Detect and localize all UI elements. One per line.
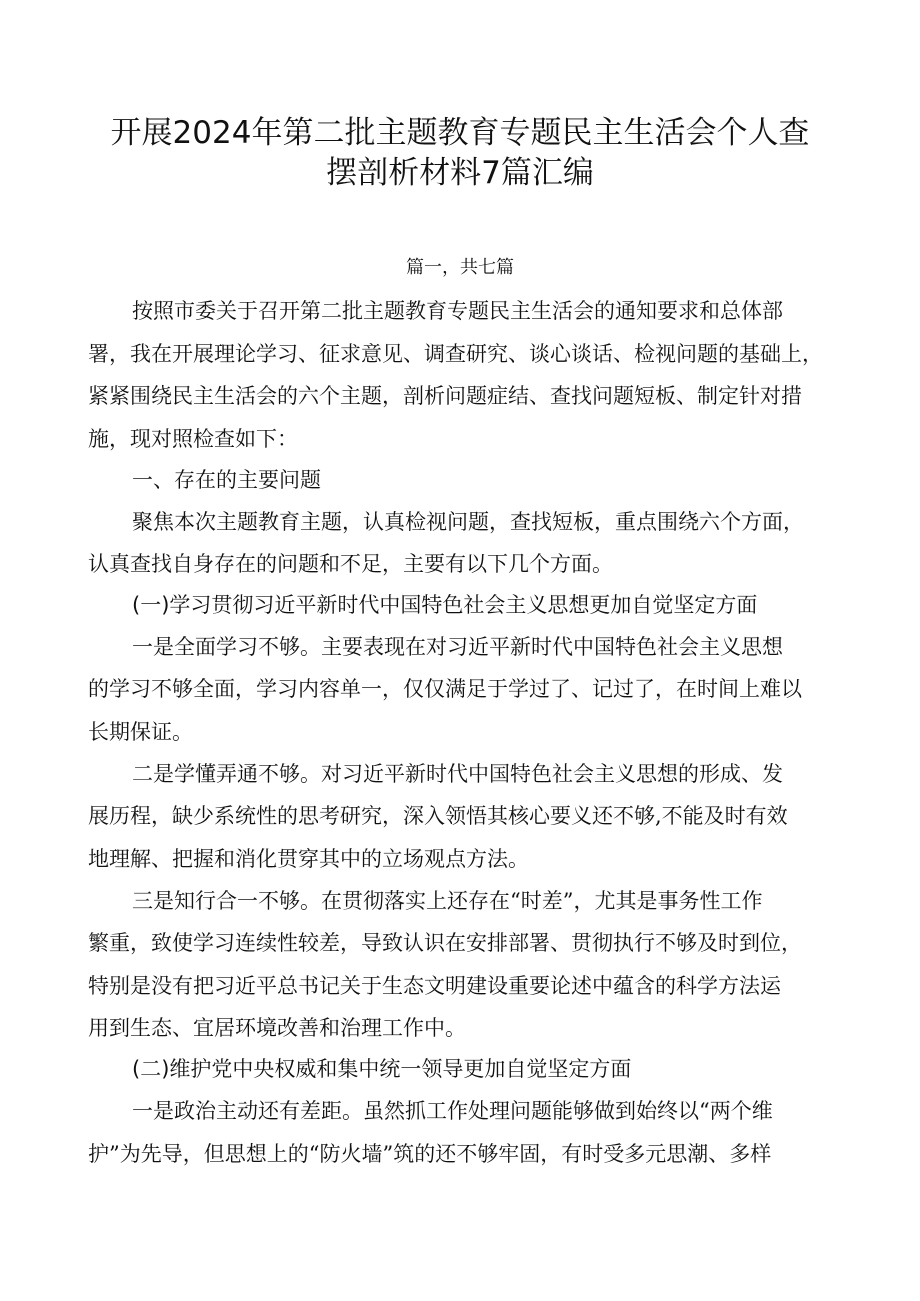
paragraph-line: 认真查找自身存在的问题和不足，主要有以下几个方面。	[88, 552, 613, 576]
paragraph-line: 展历程，缺少系统性的思考研究，深入领悟其核心要义还不够,不能及时有效	[88, 804, 788, 828]
paragraph-line: 按照市委关于召开第二批主题教育专题民主生活会的通知要求和总体部	[132, 299, 783, 323]
paragraph-line: 长期保证。	[88, 720, 193, 744]
paragraph-line: 聚焦本次主题教育主题，认真检视问题，查找短板，重点围绕六个方面，	[132, 510, 804, 534]
paragraph-line: 用到生态、宜居环境改善和治理工作中。	[88, 1016, 466, 1040]
paragraph-line: 一是全面学习不够。主要表现在对习近平新时代中国特色社会主义思想	[132, 635, 783, 659]
paragraph-line: 的学习不够全面，学习内容单一，仅仅满足于学过了、记过了，在时间上难以	[88, 677, 802, 701]
paragraph-line: 一是政治主动还有差距。虽然抓工作处理问题能够做到始终以“两个维	[132, 1099, 773, 1123]
paragraph-line: 特别是没有把习近平总书记关于生态文明建设重要论述中蕴含的科学方法运	[88, 974, 781, 998]
document-title-line-1: 开展2024年第二批主题教育专题民主生活会个人查	[110, 115, 810, 151]
document-title-line-2: 摆剖析材料7篇汇编	[326, 155, 594, 191]
paragraph-line: 署，我在开展理论学习、征求意见、调查研究、谈心谈话、检视问题的基础上，	[88, 342, 823, 366]
subsection-heading: (一)学习贯彻习近平新时代中国特色社会主义思想更加自觉坚定方面	[132, 593, 758, 617]
paragraph-line: 繁重，致使学习连续性较差，导致认识在安排部署、贯彻执行不够及时到位，	[88, 931, 802, 955]
paragraph-line: 护”为先导，但思想上的“防火墙”筑的还不够牢固，有时受多元思潮、多样	[88, 1142, 772, 1166]
paragraph-line: 施，现对照检查如下：	[88, 427, 298, 451]
subsection-heading: (二)维护党中央权威和集中统一领导更加自觉坚定方面	[132, 1057, 632, 1081]
paragraph-line: 二是学懂弄通不够。对习近平新时代中国特色社会主义思想的形成、发	[132, 762, 783, 786]
section-heading: 一、存在的主要问题	[132, 468, 321, 492]
paragraph-line: 三是知行合一不够。在贯彻落实上还存在“时差”，尤其是事务性工作	[132, 889, 763, 913]
paragraph-line: 紧紧围绕民主生活会的六个主题，剖析问题症结、查找问题短板、制定针对措	[88, 384, 802, 408]
section-subtitle: 篇一，共七篇	[406, 257, 514, 278]
paragraph-line: 地理解、把握和消化贯穿其中的立场观点方法。	[88, 847, 529, 871]
